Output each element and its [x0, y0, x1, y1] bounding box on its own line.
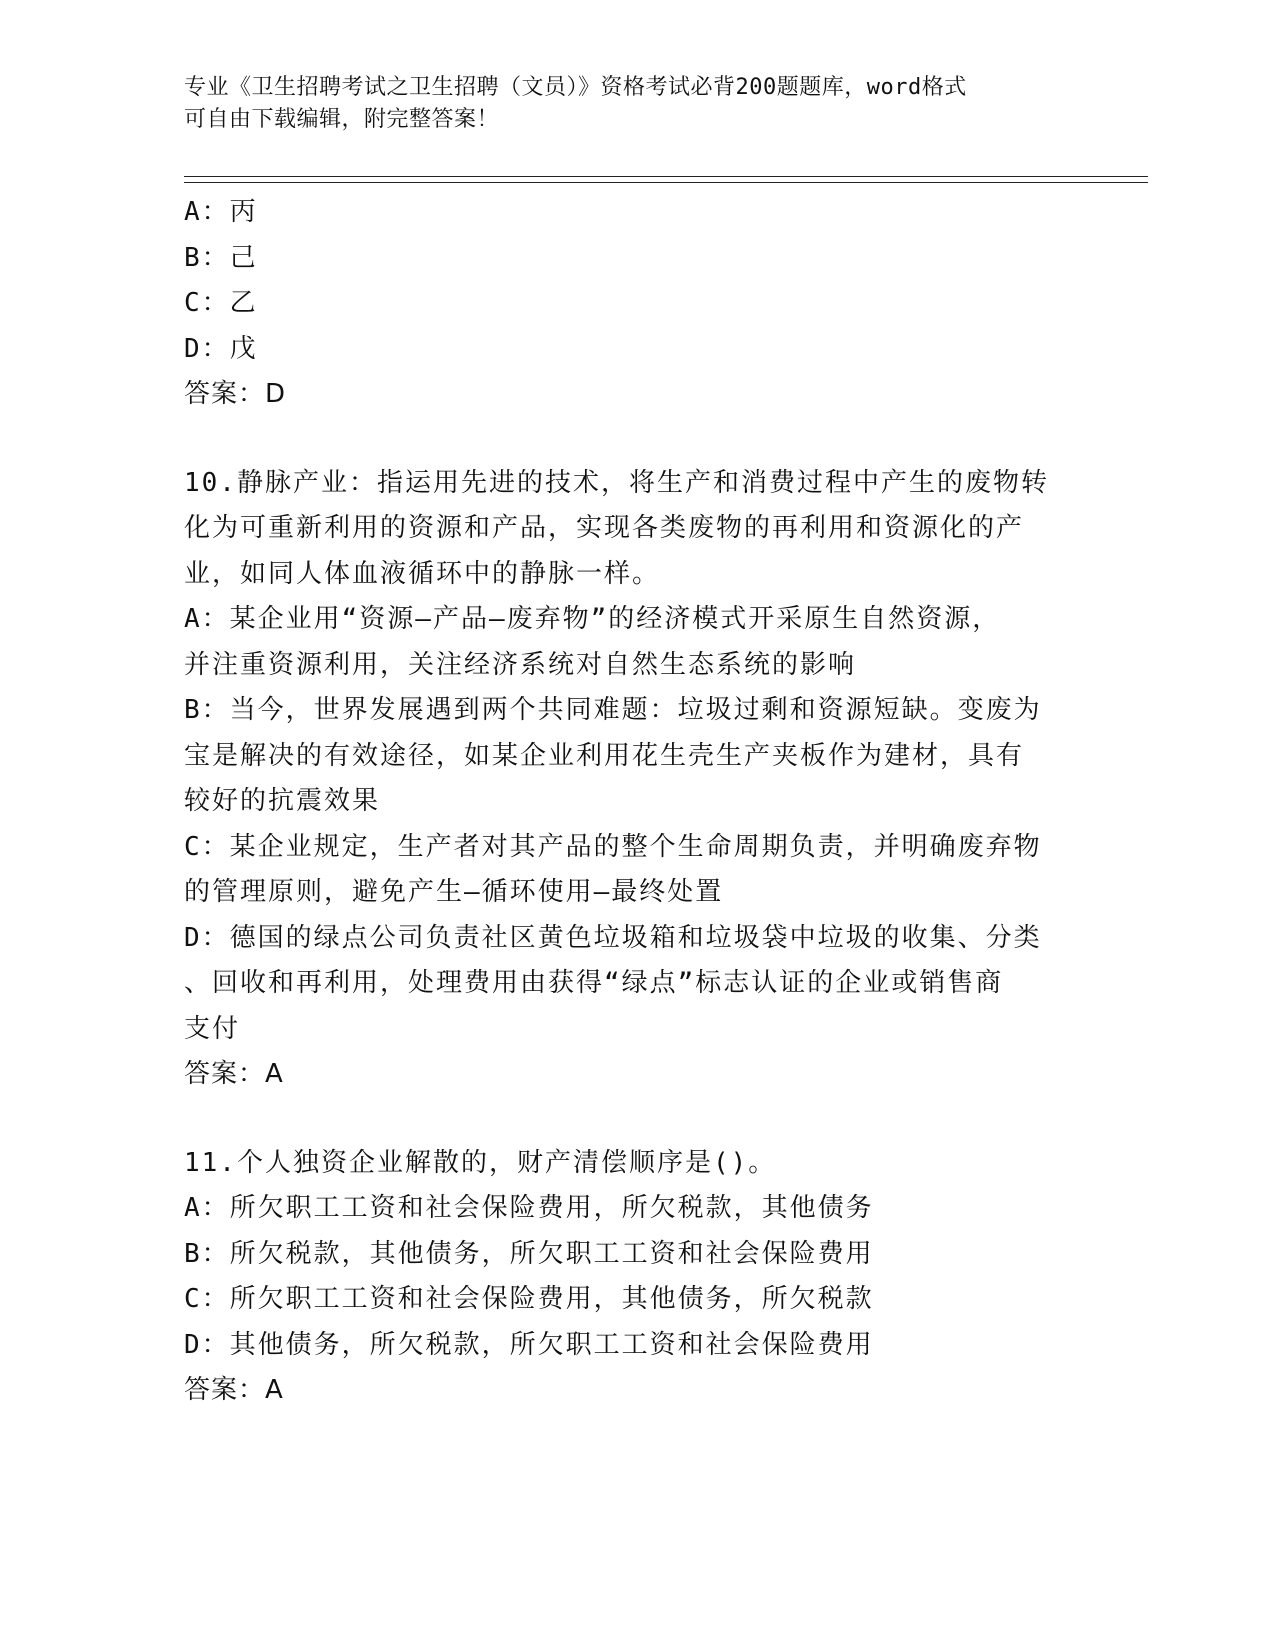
header-divider [184, 176, 1148, 183]
question-stem-line: 化为可重新利用的资源和产品，实现各类废物的再利用和资源化的产 [184, 513, 1025, 543]
option-d-cont: 支付 [184, 1013, 241, 1044]
question-stem-line: 11.个人独资企业解散的，财产清偿顺序是()。 [184, 1147, 777, 1178]
option-c: C：所欠职工工资和社会保险费用，其他债务，所欠税款 [184, 1284, 874, 1314]
option-b: B：己 [184, 242, 258, 273]
option-d: D：德国的绿点公司负责社区黄色垃圾箱和垃圾袋中垃圾的收集、分类 [184, 922, 1042, 953]
option-a: A：丙 [184, 197, 258, 227]
header-line-1: 专业《卫生招聘考试之卫生招聘（文员）》资格考试必背200题题库，word格式 [184, 75, 967, 100]
option-c: C：某企业规定，生产者对其产品的整个生命周期负责，并明确废弃物 [184, 831, 1042, 862]
question-stem-line: 业，如同人体血液循环中的静脉一样。 [184, 558, 661, 589]
option-b-cont: 较好的抗震效果 [184, 786, 381, 816]
option-b: B：当今，世界发展遇到两个共同难题：垃圾过剩和资源短缺。变废为 [184, 695, 1042, 725]
question-9-options [184, 190, 1084, 418]
question-10 [184, 461, 1084, 1098]
spacer [184, 418, 1084, 461]
header-line-2: 可自由下载编辑，附完整答案！ [184, 107, 500, 132]
option-b: B：所欠税款，其他债务，所欠职工工资和社会保险费用 [184, 1238, 874, 1269]
question-stem-line: 10.静脉产业：指运用先进的技术，将生产和消费过程中产生的废物转 [184, 467, 1049, 498]
option-a-cont: 并注重资源利用，关注经济系统对自然生态系统的影响 [184, 649, 857, 680]
answer-line: 答案：D [184, 379, 287, 409]
option-a: A：所欠职工工资和社会保险费用，所欠税款，其他债务 [184, 1193, 874, 1223]
answer-line: 答案：A [184, 1059, 284, 1089]
option-d-cont: 、回收和再利用，处理费用由获得“绿点”标志认证的企业或销售商 [184, 968, 1004, 998]
question-11 [184, 1141, 1084, 1414]
question-content [184, 190, 1084, 1414]
option-a: A：某企业用“资源—产品—废弃物”的经济模式开采原生自然资源， [184, 604, 1001, 634]
spacer [184, 1098, 1084, 1141]
option-c: C：乙 [184, 288, 258, 318]
option-b-cont: 宝是解决的有效途径，如某企业利用花生壳生产夹板作为建材，具有 [184, 740, 1025, 771]
option-c-cont: 的管理原则，避免产生—循环使用—最终处置 [184, 877, 724, 907]
option-d: D：其他债务，所欠税款，所欠职工工资和社会保险费用 [184, 1329, 874, 1360]
option-d: D：戊 [184, 333, 258, 364]
answer-line: 答案：A [184, 1375, 284, 1405]
document-header [184, 72, 1044, 136]
